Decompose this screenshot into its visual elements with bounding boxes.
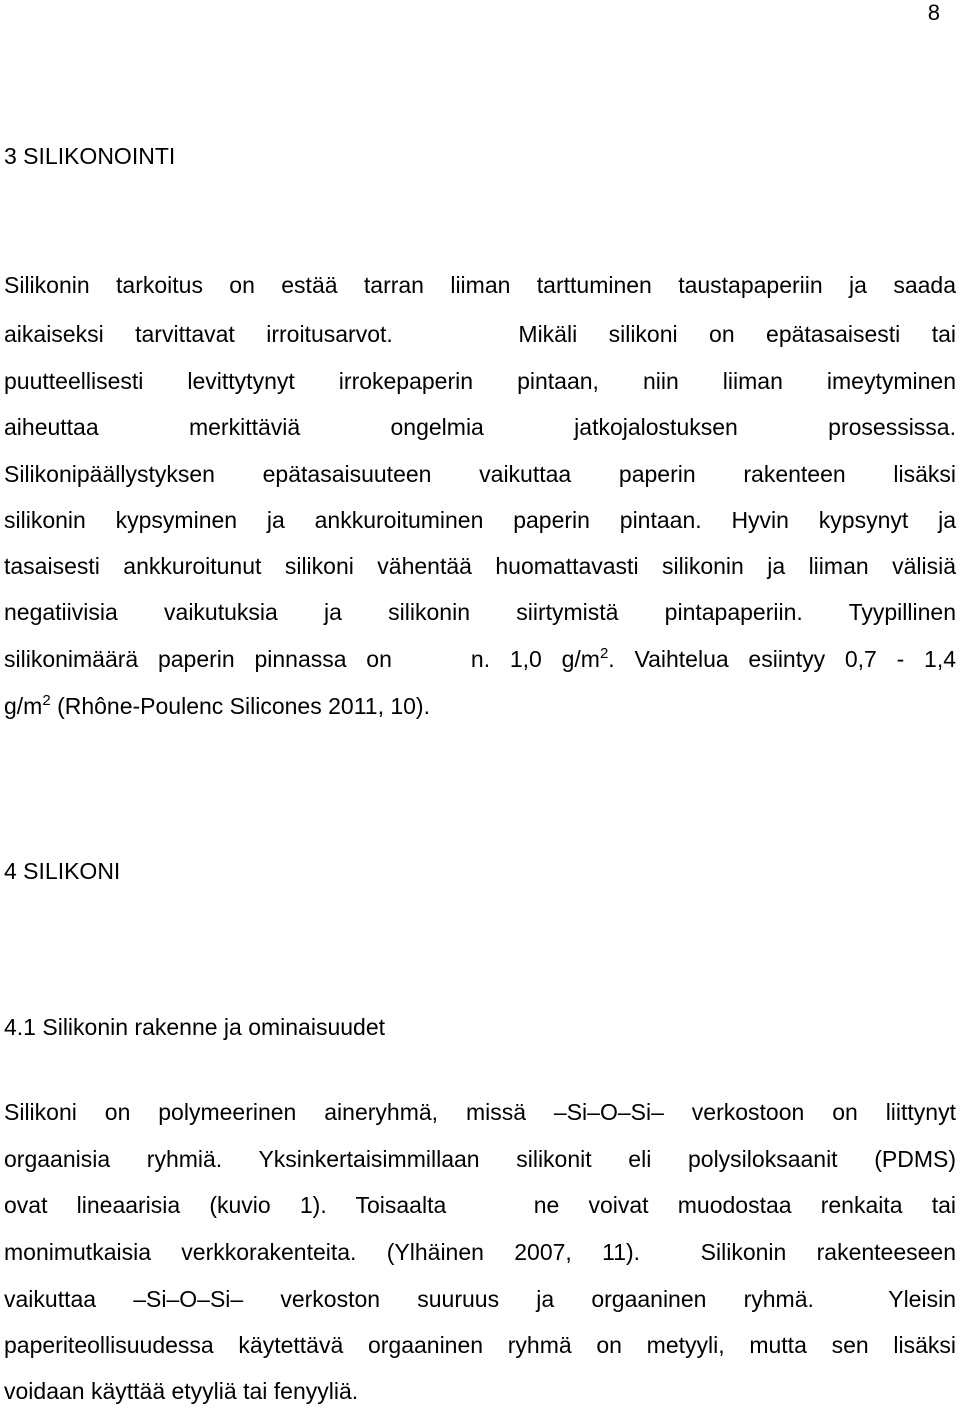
- text-line: monimutkaisia verkkorakenteita. (Ylhäinen 2007, 11). Silikonin rakenteeseen: [4, 1239, 956, 1265]
- text-line: voidaan käyttää etyyliä tai fenyyliä.: [4, 1378, 359, 1404]
- text-line: vaikuttaa –Si–O–Si– verkoston suuruus ja orgaaninen ryhmä. Yleisin: [4, 1286, 956, 1312]
- text-line: aiheuttaa merkittäviä ongelmia jatkojalostuksen prosessissa.: [4, 414, 956, 440]
- text-line: [4, 645, 956, 673]
- text-line: paperiteollisuudessa käytettävä orgaaninen ryhmä on metyyli, mutta sen lisäksi: [4, 1332, 956, 1358]
- text-segment: g/m: [4, 693, 43, 719]
- text-line: Silikonin tarkoitus on estää tarran liiman tarttuminen taustapaperiin ja saada: [4, 272, 956, 298]
- section-3-heading: 3 SILIKONOINTI: [4, 143, 176, 169]
- text-line: orgaanisia ryhmiä. Yksinkertaisimmillaan silikonit eli polysiloksaanit (PDMS): [4, 1146, 956, 1172]
- superscript: 2: [599, 645, 609, 662]
- section-4-heading: 4 SILIKONI: [4, 858, 121, 884]
- text-line: aikaiseksi tarvittavat irroitusarvot. Mikäli silikoni on epätasaisesti tai: [4, 321, 956, 347]
- section-4-1-heading: 4.1 Silikonin rakenne ja ominaisuudet: [4, 1014, 386, 1040]
- text-segment: . Vaihtelua esiintyy 0,7 - 1,4: [608, 646, 956, 672]
- text-segment: silikonimäärä paperin pinnassa on n. 1,0 g/m: [4, 646, 600, 672]
- text-line: [4, 692, 956, 720]
- text-line: Silikonipäällystyksen epätasaisuuteen vaikuttaa paperin rakenteen lisäksi: [4, 461, 956, 487]
- text-line: tasaisesti ankkuroitunut silikoni vähentää huomattavasti silikonin ja liiman välisiä: [4, 553, 956, 579]
- page-number: 8: [927, 0, 940, 25]
- text-segment: (Rhône-Poulenc Silicones 2011, 10).: [50, 693, 430, 719]
- text-line: negatiivisia vaikutuksia ja silikonin siirtymistä pintapaperiin. Tyypillinen: [4, 599, 956, 625]
- text-line: ovat lineaarisia (kuvio 1). Toisaalta ne voivat muodostaa renkaita tai: [4, 1192, 956, 1218]
- text-line: Silikoni on polymeerinen aineryhmä, missä –Si–O–Si– verkostoon on liittynyt: [4, 1099, 956, 1125]
- superscript: 2: [42, 692, 51, 709]
- text-line: puutteellisesti levittytynyt irrokepaperin pintaan, niin liiman imeytyminen: [4, 368, 956, 394]
- text-line: silikonin kypsyminen ja ankkuroituminen paperin pintaan. Hyvin kypsynyt ja: [4, 507, 956, 533]
